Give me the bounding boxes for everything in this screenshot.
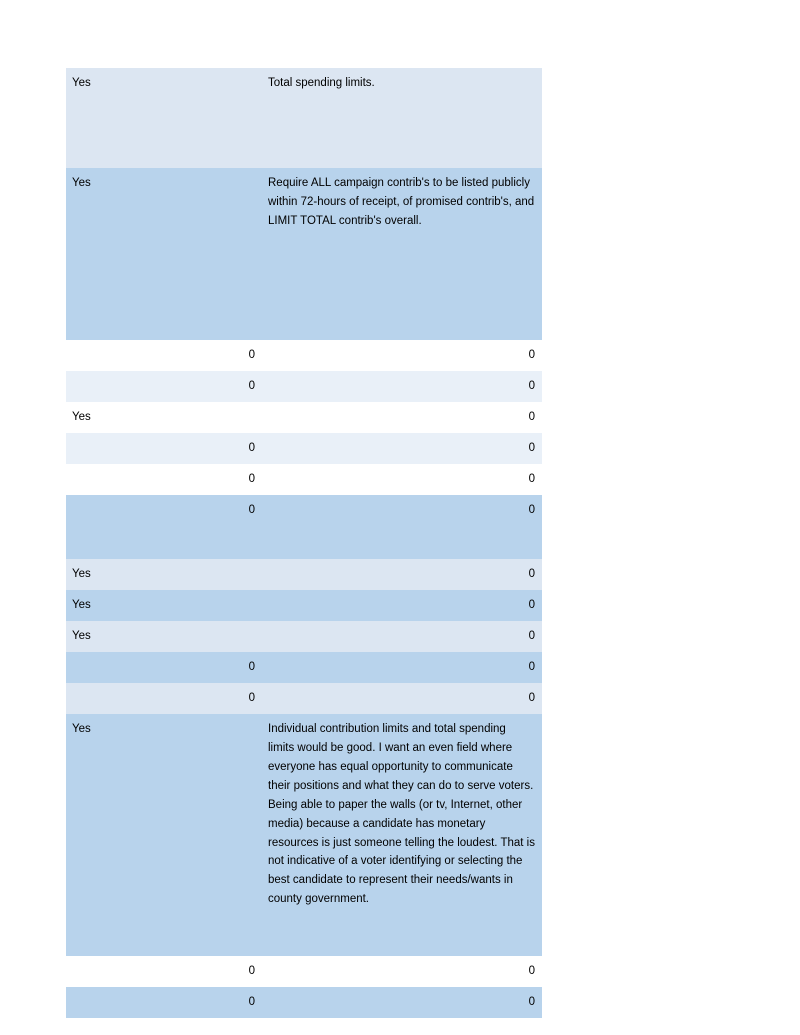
table-row: [66, 559, 542, 590]
table-cell: Yes: [66, 168, 262, 340]
table-cell: Yes: [66, 714, 262, 956]
table-row: [66, 68, 542, 168]
response-table: [66, 68, 542, 1018]
table-row: [66, 495, 542, 559]
table-row: [66, 956, 542, 987]
table-cell: 0: [262, 590, 542, 621]
table-cell: 0: [66, 340, 262, 371]
table-cell: Total spending limits.: [262, 68, 542, 168]
table-cell: 0: [262, 371, 542, 402]
table-cell: 0: [262, 683, 542, 714]
table-cell: 0: [66, 495, 262, 559]
table-row: [66, 683, 542, 714]
table-cell: Yes: [66, 402, 262, 433]
table-row: [66, 590, 542, 621]
table-row: [66, 987, 542, 1018]
table-cell: Yes: [66, 590, 262, 621]
table-cell: Yes: [66, 621, 262, 652]
table-cell: 0: [66, 683, 262, 714]
table-cell: Yes: [66, 68, 262, 168]
table-cell: 0: [66, 956, 262, 987]
table-cell: 0: [262, 987, 542, 1018]
table-row: [66, 621, 542, 652]
table-cell: 0: [262, 652, 542, 683]
table-row: [66, 371, 542, 402]
table-cell: Individual contribution limits and total spending limits would be good. I want an even field where everyone has equal opportunity to communicate their positions and what they can do to serve voters. Being able to paper the walls (or tv, Internet, other media) because a candidate has monetary resources is just someone telling the loudest. That is not indicative of a voter identifying or selecting the best candidate to represent their needs/wants in county government.: [262, 714, 542, 956]
table-cell: 0: [262, 340, 542, 371]
table-row: [66, 433, 542, 464]
table-row: [66, 402, 542, 433]
table-row: [66, 464, 542, 495]
table-cell: 0: [262, 621, 542, 652]
table-cell: 0: [66, 464, 262, 495]
table-cell: 0: [262, 433, 542, 464]
table-cell: 0: [262, 559, 542, 590]
table-cell: 0: [66, 371, 262, 402]
table-cell: 0: [262, 464, 542, 495]
table-row: [66, 714, 542, 956]
table-cell: 0: [262, 495, 542, 559]
table-cell: Require ALL campaign contrib's to be listed publicly within 72-hours of receipt, of promised contrib's, and LIMIT TOTAL contrib's overall.: [262, 168, 542, 340]
table-row: [66, 652, 542, 683]
table-cell: 0: [66, 987, 262, 1018]
table-cell: 0: [66, 433, 262, 464]
table-row: [66, 340, 542, 371]
table-cell: 0: [262, 956, 542, 987]
table-cell: 0: [66, 652, 262, 683]
table-cell: Yes: [66, 559, 262, 590]
table-row: [66, 168, 542, 340]
table-cell: 0: [262, 402, 542, 433]
